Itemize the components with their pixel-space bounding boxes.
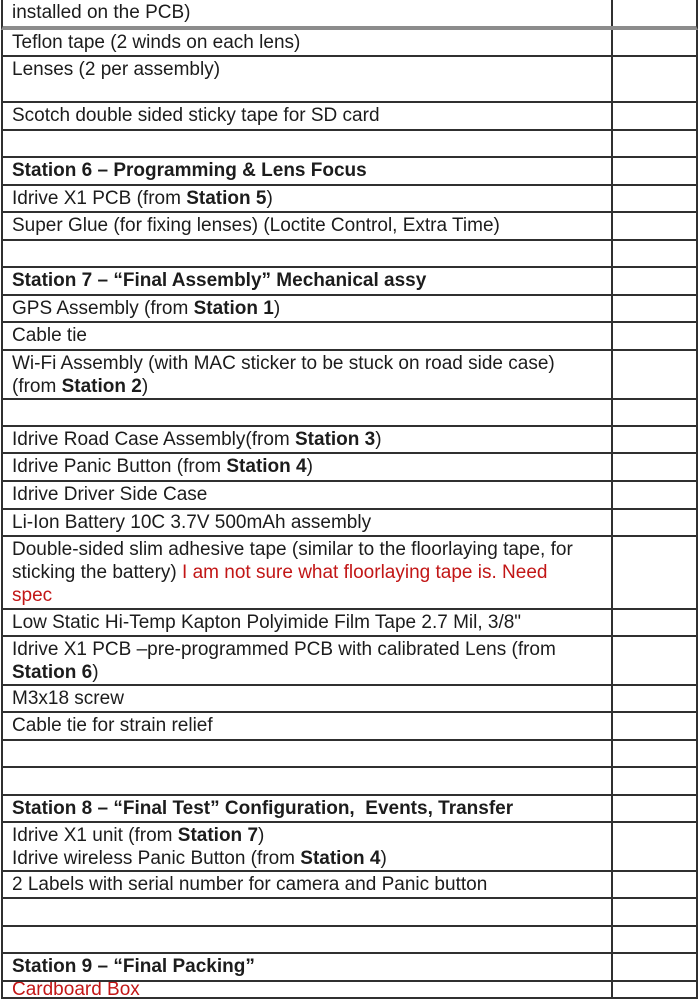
right-column-cell — [613, 213, 696, 239]
table-row — [1, 241, 698, 268]
part-description-cell — [3, 610, 613, 635]
text-line — [12, 797, 605, 820]
right-column-cell — [613, 510, 696, 535]
table-row — [1, 768, 698, 796]
empty-spacer-cell — [3, 400, 613, 425]
text-line — [12, 352, 605, 375]
table-row — [1, 510, 698, 537]
part-text: Super Glue (for fixing lenses) (Loctite Control, Extra Time) — [12, 215, 500, 236]
red-note-text: Cardboard Box — [12, 982, 140, 997]
table-row — [1, 927, 698, 954]
bold-text: Station 2 — [61, 376, 142, 397]
part-text: Scotch double sided sticky tape for SD card — [12, 105, 380, 126]
right-column-cell — [613, 686, 696, 711]
part-description-cell — [3, 954, 613, 980]
part-text: Idrive X1 unit (from — [12, 825, 178, 846]
part-description-cell — [3, 103, 613, 129]
right-column-cell — [613, 268, 696, 294]
table-row — [1, 268, 698, 296]
text-line — [12, 561, 605, 584]
part-description-cell — [3, 713, 613, 739]
table-row — [1, 57, 698, 103]
table-row — [1, 899, 698, 927]
part-text: (from — [12, 376, 62, 397]
part-text: ) — [266, 188, 273, 209]
text-line — [12, 511, 605, 534]
part-text: ) — [92, 662, 99, 683]
part-description-cell — [3, 510, 613, 535]
bold-text: Station 7 – “Final Assembly” Mechanical assy — [12, 270, 427, 291]
text-line — [12, 187, 605, 210]
part-text: Cable tie — [12, 325, 87, 346]
text-line — [12, 611, 605, 634]
part-description-cell — [3, 482, 613, 508]
right-column-cell — [613, 741, 696, 766]
part-text: ) — [258, 825, 265, 846]
right-column-cell — [613, 796, 696, 821]
table-row — [1, 537, 698, 610]
table-row — [1, 158, 698, 186]
text-line — [12, 104, 605, 127]
part-text: 2 Labels with serial number for camera and Panic button — [12, 874, 488, 895]
table-row — [1, 482, 698, 510]
table-row — [1, 610, 698, 637]
right-column-cell — [613, 131, 696, 156]
part-text: Idrive Driver Side Case — [12, 484, 208, 505]
right-column-cell — [613, 637, 696, 684]
text-line — [12, 584, 605, 607]
part-description-cell — [3, 0, 613, 26]
text-line — [12, 873, 605, 896]
right-column-cell — [613, 482, 696, 508]
part-description-cell — [3, 296, 613, 321]
empty-spacer-cell — [3, 241, 613, 266]
right-column-cell — [613, 768, 696, 794]
part-text: ) — [141, 376, 149, 397]
part-description-cell — [3, 454, 613, 480]
empty-spacer-cell — [3, 131, 613, 156]
bold-text: Station 5 — [186, 188, 267, 209]
table-row — [1, 823, 698, 872]
part-text: Cable tie for strain relief — [12, 715, 213, 736]
text-line — [12, 297, 605, 320]
part-text: Double-sided slim adhesive tape (similar to the floorlaying tape, for — [12, 539, 573, 560]
table-row — [1, 0, 698, 30]
right-column-cell — [613, 186, 696, 211]
part-text: installed on the PCB) — [12, 2, 191, 23]
text-line — [12, 638, 605, 661]
table-row — [1, 186, 698, 213]
part-description-cell — [3, 30, 613, 55]
part-text: Li-Ion Battery 10C 3.7V 500mAh assembly — [12, 512, 372, 533]
part-text: GPS Assembly (from — [12, 298, 194, 319]
part-text: Idrive Road Case Assembly(from — [12, 429, 295, 450]
right-column-cell — [613, 57, 696, 101]
part-description-cell — [3, 686, 613, 711]
part-text: Idrive Panic Button (from — [12, 456, 227, 477]
table-row — [1, 713, 698, 741]
part-text: ) — [273, 298, 281, 319]
part-text: sticking the battery) — [12, 562, 183, 583]
right-column-cell — [613, 823, 696, 870]
right-column-cell — [613, 103, 696, 129]
part-text: Lenses (2 per assembly) — [12, 59, 221, 80]
part-text: Idrive X1 PCB (from — [12, 188, 187, 209]
part-text: ) — [380, 848, 387, 869]
text-line — [12, 455, 605, 478]
part-description-cell — [3, 186, 613, 211]
text-line — [12, 324, 605, 347]
red-note-text: spec — [12, 585, 53, 606]
bold-text: Station 9 – “Final Packing” — [12, 956, 255, 977]
part-description-cell — [3, 351, 613, 398]
table-row — [1, 427, 698, 454]
table-row — [1, 296, 698, 323]
text-line — [12, 955, 605, 978]
bold-text: Station 7 — [177, 825, 259, 846]
part-text: M3x18 screw — [12, 688, 124, 709]
text-line — [12, 1, 605, 24]
table-row — [1, 796, 698, 823]
table-row — [1, 982, 698, 999]
part-description-cell — [3, 872, 613, 897]
text-line — [12, 483, 605, 506]
part-description-cell — [3, 268, 613, 294]
part-description-cell — [3, 213, 613, 239]
empty-spacer-cell — [3, 899, 613, 925]
empty-spacer-cell — [3, 741, 613, 766]
right-column-cell — [613, 158, 696, 184]
bold-text: Station 8 – “Final Test” Configuration, Events, Transfer — [12, 798, 514, 819]
part-description-cell — [3, 796, 613, 821]
text-line — [12, 159, 605, 182]
table-row — [1, 213, 698, 241]
part-description-cell — [3, 323, 613, 349]
table-row — [1, 454, 698, 482]
right-column-cell — [613, 427, 696, 452]
empty-spacer-cell — [3, 768, 613, 794]
table-row — [1, 637, 698, 686]
part-description-cell — [3, 823, 613, 870]
right-column-cell — [613, 323, 696, 349]
right-column-cell — [613, 537, 696, 608]
bold-text: Station 4 — [300, 848, 381, 869]
table-row — [1, 686, 698, 713]
part-text: Idrive X1 PCB –pre-programmed PCB with calibrated Lens (from — [12, 639, 556, 660]
text-line — [12, 687, 605, 710]
part-text: ) — [375, 429, 382, 450]
text-line — [12, 31, 605, 54]
table-row — [1, 323, 698, 351]
text-line — [12, 269, 605, 292]
part-text: Idrive wireless Panic Button (from — [12, 848, 301, 869]
text-line — [12, 982, 605, 997]
right-column-cell — [613, 351, 696, 398]
bold-text: Station 1 — [193, 298, 274, 319]
text-line — [12, 375, 605, 398]
table-row — [1, 131, 698, 158]
right-column-cell — [613, 296, 696, 321]
part-description-cell — [3, 158, 613, 184]
table-row — [1, 954, 698, 982]
right-column-cell — [613, 927, 696, 952]
red-note-text: I am not sure what floorlaying tape is. Need — [182, 562, 548, 583]
right-column-cell — [613, 30, 696, 55]
empty-spacer-cell — [3, 927, 613, 952]
parts-table — [1, 0, 698, 999]
right-column-cell — [613, 0, 696, 26]
text-line — [12, 214, 605, 237]
bold-text: Station 6 – Programming & Lens Focus — [12, 160, 367, 181]
text-line — [12, 58, 605, 81]
part-description-cell — [3, 982, 613, 997]
right-column-cell — [613, 899, 696, 925]
part-description-cell — [3, 427, 613, 452]
part-description-cell — [3, 637, 613, 684]
table-row — [1, 351, 698, 400]
right-column-cell — [613, 982, 696, 997]
table-row — [1, 103, 698, 131]
part-text: Low Static Hi-Temp Kapton Polyimide Film Tape 2.7 Mil, 3/8" — [12, 612, 522, 633]
text-line — [12, 824, 605, 847]
table-row — [1, 741, 698, 768]
text-line — [12, 428, 605, 451]
part-text: Wi-Fi Assembly (with MAC sticker to be stuck on road side case) — [12, 353, 555, 374]
table-row — [1, 872, 698, 899]
part-description-cell — [3, 537, 613, 608]
right-column-cell — [613, 872, 696, 897]
text-line — [12, 714, 605, 737]
right-column-cell — [613, 400, 696, 425]
table-row — [1, 400, 698, 427]
bold-text: Station 4 — [226, 456, 307, 477]
table-row — [1, 30, 698, 57]
part-text: ) — [306, 456, 313, 477]
text-line — [12, 538, 605, 561]
right-column-cell — [613, 954, 696, 980]
right-column-cell — [613, 610, 696, 635]
part-text: Teflon tape (2 winds on each lens) — [12, 32, 301, 53]
right-column-cell — [613, 713, 696, 739]
right-column-cell — [613, 241, 696, 266]
text-line — [12, 661, 605, 684]
right-column-cell — [613, 454, 696, 480]
text-line — [12, 847, 605, 870]
bold-text: Station 3 — [295, 429, 376, 450]
part-description-cell — [3, 57, 613, 101]
bold-text: Station 6 — [12, 662, 93, 683]
